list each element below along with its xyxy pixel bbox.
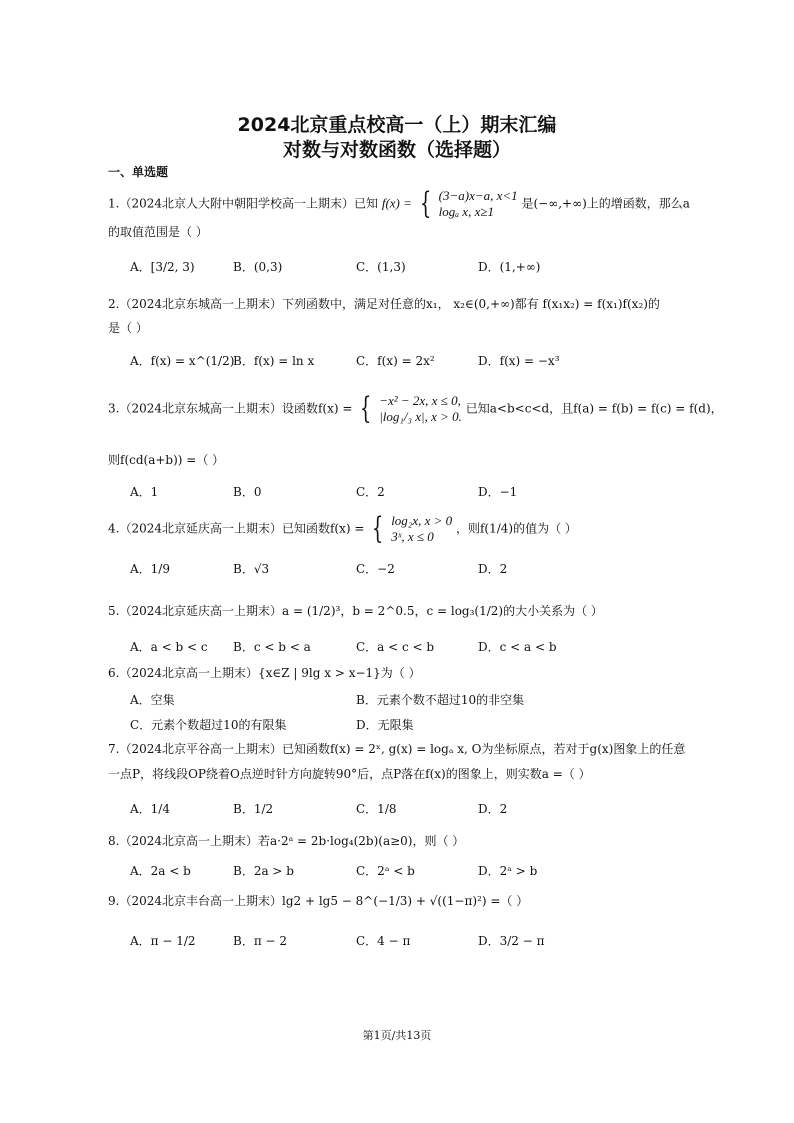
q1-option-c[interactable]: C．(1,3) <box>356 260 406 274</box>
q5-option-c[interactable]: C．a < c < b <box>356 640 435 654</box>
q1-line2: 的取值范围是（ ） <box>108 225 208 239</box>
question-9: 9.（2024北京丰台高一上期末）lg2 + lg5 − 8^(−1/3) + √((1−π)²) =（ ） <box>108 894 529 908</box>
question-8: 8.（2024北京高一上期末）若a·2ᵃ = 2b·log₄(2b)(a≥0)，则（ ） <box>108 834 465 848</box>
q8-option-a[interactable]: A．2a < b <box>130 864 191 878</box>
q4-option-d[interactable]: D．2 <box>478 562 508 576</box>
q3-brace: { <box>360 391 372 426</box>
q8-option-d[interactable]: D．2ᵃ > b <box>478 864 538 878</box>
q1-prefix: 1.（2024北京人大附中朝阳学校高一上期末）已知 <box>108 196 378 211</box>
q3-option-a[interactable]: A．1 <box>130 485 159 499</box>
q7-option-c[interactable]: C．1/8 <box>356 802 397 816</box>
q9-option-a[interactable]: A．π − 1/2 <box>130 934 196 948</box>
q5-option-d[interactable]: D．c < a < b <box>478 640 557 654</box>
q6-option-c[interactable]: C．元素个数超过10的有限集 <box>130 718 287 732</box>
q4-option-c[interactable]: C．−2 <box>356 562 395 576</box>
q6-option-d[interactable]: D．无限集 <box>356 718 414 732</box>
q2-option-b[interactable]: B．f(x) = ln x <box>233 354 315 368</box>
q4-suffix: ，则f(1/4)的值为（ ） <box>455 521 577 536</box>
q1-piecewise <box>439 188 518 220</box>
q4-option-b[interactable]: B．√3 <box>233 562 270 576</box>
section-heading: 一、单选题 <box>108 165 169 179</box>
page-title: 2024北京重点校高一（上）期末汇编 <box>237 114 557 136</box>
q1-func: f(x) = <box>381 195 412 211</box>
question-6: 6.（2024北京高一上期末）{x∈Z | 9lg x > x−1}为（ ） <box>108 666 421 680</box>
q4-piecewise <box>391 513 452 545</box>
q1-option-a[interactable]: A．[3/2, 3) <box>130 260 195 274</box>
q4-prefix: 4.（2024北京延庆高一上期末）已知函数f(x) = <box>108 521 365 536</box>
q2-option-a[interactable]: A．f(x) = x^(1/2) <box>130 354 235 368</box>
q6-option-a[interactable]: A．空集 <box>130 693 175 707</box>
q1-suffix: 是(−∞,+∞)上的增函数，那么a <box>521 196 690 211</box>
q3-prefix: 3.（2024北京东城高一上期末）设函数f(x) = <box>108 401 353 416</box>
q5-option-b[interactable]: B．c < b < a <box>233 640 311 654</box>
q9-option-c[interactable]: C．4 − π <box>356 934 411 948</box>
q3-option-d[interactable]: D．−1 <box>478 485 518 499</box>
page-footer: 第1页/共13页 <box>362 1029 432 1042</box>
q8-option-c[interactable]: C．2ᵃ < b <box>356 864 415 878</box>
q1-option-b[interactable]: B．(0,3) <box>233 260 283 274</box>
q1-option-d[interactable]: D．(1,+∞) <box>478 260 541 274</box>
q9-option-d[interactable]: D．3/2 − π <box>478 934 545 948</box>
q7-line2: 一点P，将线段OP绕着O点逆时针方向旋转90°后，点P落在f(x)的图象上，则实数a =（ ） <box>108 767 591 781</box>
q4-case2: 3ˣ, x ≤ 0 <box>391 529 434 544</box>
q1-case2: logₐ x, x≥1 <box>438 204 494 219</box>
q1-case1: (3−a)x−a, x<1 <box>438 188 518 203</box>
q4-option-a[interactable]: A．1/9 <box>130 562 170 576</box>
question-5: 5.（2024北京延庆高一上期末）a = (1/2)³，b = 2^0.5，c = log₃(1/2)的大小关系为（ ） <box>108 604 603 618</box>
q7-option-d[interactable]: D．2 <box>478 802 508 816</box>
q6-option-b[interactable]: B．元素个数不超过10的非空集 <box>356 693 525 707</box>
question-3 <box>108 393 723 425</box>
q3-option-b[interactable]: B．0 <box>233 485 262 499</box>
q2-option-d[interactable]: D．f(x) = −x³ <box>478 354 560 368</box>
q3-piecewise <box>379 393 462 425</box>
question-4 <box>108 513 577 545</box>
question-7: 7.（2024北京平谷高一上期末）已知函数f(x) = 2ˣ, g(x) = logₐ x, O为坐标原点，若对于g(x)图象上的任意 <box>108 742 686 756</box>
q3-line2: 则f(cd(a+b)) =（ ） <box>108 453 225 467</box>
q3-case1: −x² − 2x, x ≤ 0, <box>379 393 461 408</box>
question-1 <box>108 188 690 220</box>
page-subtitle: 对数与对数函数（选择题） <box>282 139 511 161</box>
q1-brace: { <box>419 186 431 221</box>
q3-option-c[interactable]: C．2 <box>356 485 385 499</box>
q7-option-b[interactable]: B．1/2 <box>233 802 274 816</box>
q3-suffix: 已知a<b<c<d，且f(a) = f(b) = f(c) = f(d)， <box>465 401 723 416</box>
q4-case1: log₂x, x > 0 <box>391 513 453 528</box>
q3-case2: |log₁/₃ x|, x > 0. <box>379 409 462 424</box>
q9-option-b[interactable]: B．π − 2 <box>233 934 288 948</box>
q4-brace: { <box>372 511 384 546</box>
q5-option-a[interactable]: A．a < b < c <box>130 640 208 654</box>
question-2: 2.（2024北京东城高一上期末）下列函数中，满足对任意的x₁， x₂∈(0,+∞)都有 f(x₁x₂) = f(x₁)f(x₂)的 <box>108 297 660 311</box>
q2-line2: 是（ ） <box>108 321 148 335</box>
q7-option-a[interactable]: A．1/4 <box>130 802 170 816</box>
q2-option-c[interactable]: C．f(x) = 2x² <box>356 354 435 368</box>
q8-option-b[interactable]: B．2a > b <box>233 864 294 878</box>
